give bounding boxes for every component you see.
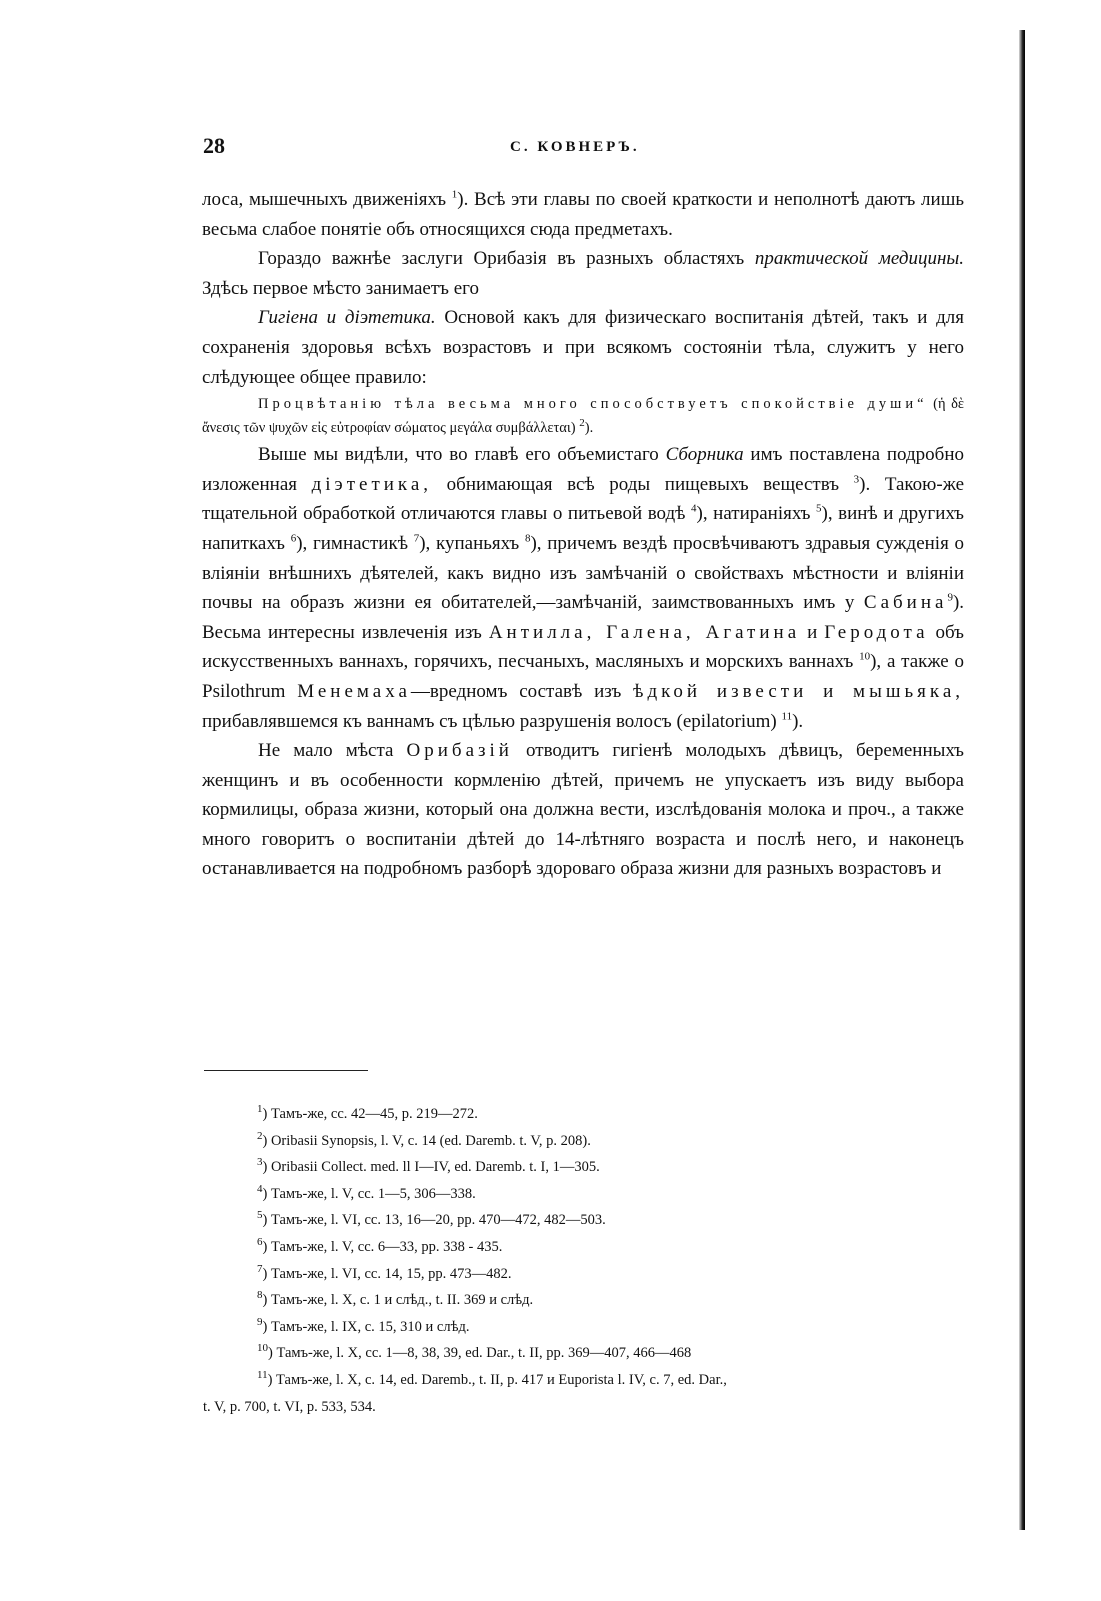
footnote-10: $^{10}$) Тамъ-же, l. X, cc. 1—8, 38, 39, ed. Dar., t. II, pp. 369—407, 466—468 bbox=[257, 1342, 692, 1362]
running-head: С. КОВНЕРЪ. bbox=[510, 139, 640, 155]
body-text bbox=[202, 185, 964, 884]
footnote-11: $^{11}$) Тамъ-же, l. X, c. 14, ed. Daremb., t. II, p. 417 и Euporista l. IV, c. 7, ed. Dar., bbox=[257, 1369, 727, 1388]
paragraph-2: Гораздо важнѣе заслуги Орибазія въ разныхъ областяхъ практической медицины. Здѣсь первое мѣсто занимаетъ его bbox=[202, 248, 964, 299]
paragraph-3: Гигіена и діэтетика. Основой какъ для физическаго воспитанія дѣтей, такъ и для сохраненія здоровья всѣхъ возрастовъ и при всякомъ состояніи тѣла, служитъ у него слѣдующее общее правило: bbox=[202, 307, 964, 388]
footnote-6: $^6$) Тамъ-же, l. V, cc. 6—33, pp. 338 - 435. bbox=[257, 1236, 503, 1255]
footnote-5: $^5$) Тамъ-же, l. VI, cc. 13, 16—20, pp. 470—472, 482—503. bbox=[257, 1209, 606, 1229]
footnote-11-continued: t. V, p. 700, t. VI, p. 533, 534. bbox=[203, 1398, 376, 1415]
footnote-7: $^7$) Тамъ-же, l. VI, cc. 14, 15, pp. 473—482. bbox=[257, 1262, 512, 1282]
footnote-ref: 1 bbox=[451, 188, 458, 201]
footnote-1: $^1$) Тамъ-же, сс. 42—45, p. 219—272. bbox=[257, 1103, 478, 1122]
paragraph-5: Не мало мѣста Орибазій отводитъ гигіенѣ молодыхъ дѣвицъ, беременныхъ женщинъ и въ особенности кормленію дѣтей, причемъ не упускаетъ изъ виду выбора кормилицы, образа жизни, который она должна вести, изслѣдованія молока и проч., а также много говоритъ о воспитаніи дѣтей до 14-лѣтняго возраста и послѣ него, и наконецъ останавливается на подробномъ разборѣ здороваго образа жизни для разныхъ возрастовъ и bbox=[202, 740, 965, 880]
page-number: 28 bbox=[203, 133, 225, 158]
footnotes bbox=[203, 1101, 965, 1420]
greek-quotation: Процвѣтанію тѣла весьма много способствуетъ спокойствіе души“ (ἡ δὲ ἄνεσις τῶν ψυχῶν εἰς εὐτροφίαν σώματος μεγάλα συμβάλλεται) $^2$). bbox=[202, 396, 964, 437]
paragraph-4: Выше мы видѣли, что во главѣ его объемистаго Сборника имъ поставлена подробно изложенная діэтетика, обнимающая всѣ роды пищевыхъ веществъ $^3$). Такою-же тщательной обработкой отличаются главы о питьевой водѣ $^4$), натираніяхъ $^5$), винѣ и другихъ напиткахъ $^6$), гимнастикѣ $^7$), купаньяхъ $^8$), причемъ вездѣ просвѣчиваютъ здравыя сужденія о вліяніи внѣшнихъ дѣятелей, какъ видно изъ замѣчаній о свойствахъ мѣстности и вліяніи почвы на образъ жизни ея обитателей,—замѣчаній, заимствованныхъ имъ у Сабина$^9$). Весьма интересны извлеченія изъ Антилла, Галена, Агатина и Геродота объ искусственныхъ ваннахъ, горячихъ, песчаныхъ, масляныхъ и морскихъ ваннахъ $^{10}$), а также о Psilothrum Менемаха—вредномъ составѣ изъ ѣдкой извести и мышьяка, прибавлявшемся къ ваннамъ съ цѣлью разрушенія волосъ (epilatorium) $^{11}$). bbox=[202, 444, 965, 732]
footnote-divider bbox=[204, 1070, 368, 1071]
paragraph-1: лоса, мышечныхъ движеніяхъ $^1$). Всѣ эти главы по своей краткости и неполнотѣ даютъ лишь весьма слабое понятіе объ относящихся сюда предметахъ. bbox=[202, 188, 964, 240]
footnote-2: $^2$) Oribasii Synopsis, l. V, c. 14 (ed. Daremb. t. V, p. 208). bbox=[257, 1129, 591, 1149]
footnote-8: $^8$) Тамъ-же, l. X, c. 1 и слѣд., t. II. 369 и слѣд. bbox=[257, 1289, 534, 1309]
footnote-4: $^4$) Тамъ-же, l. V, cc. 1—5, 306—338. bbox=[257, 1182, 476, 1202]
footnote-ref: 2 bbox=[579, 417, 585, 430]
footnote-3: $^3$) Oribasii Collect. med. ll I—IV, ed. Daremb. t. I, 1—305. bbox=[257, 1156, 600, 1176]
footnote-9: $^9$) Тамъ-же, l. IX, c. 15, 310 и слѣд. bbox=[257, 1315, 470, 1335]
scan-edge-shadow bbox=[1019, 30, 1025, 1530]
